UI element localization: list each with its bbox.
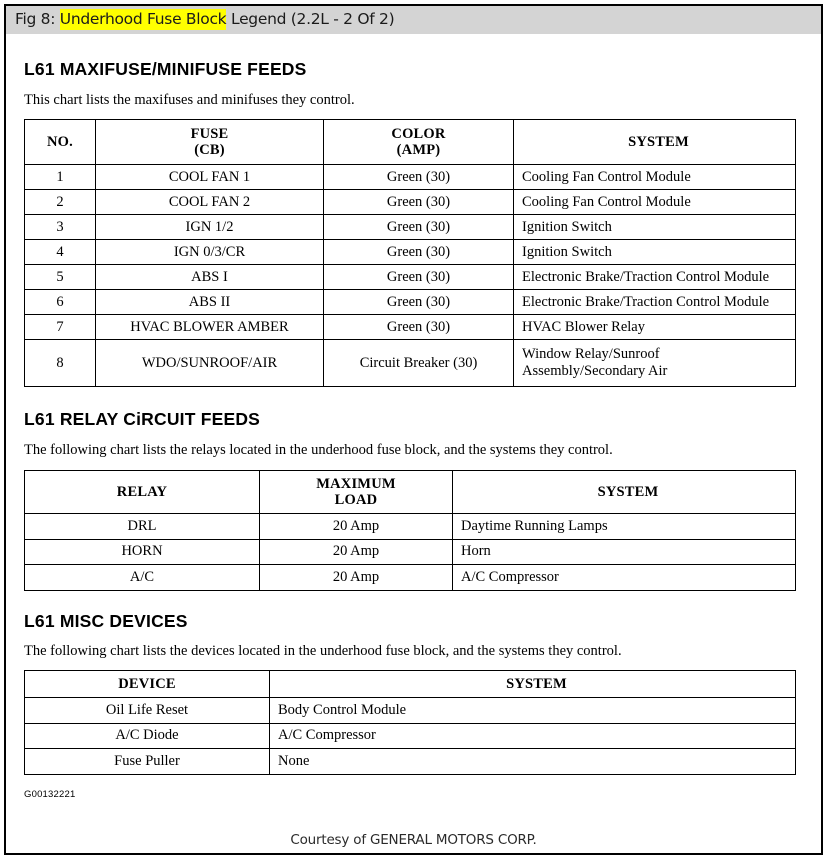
figure-title-suffix: Legend (2.2L - 2 Of 2)	[231, 9, 395, 28]
column-header-maximum-load	[260, 471, 453, 514]
figure-body	[6, 36, 821, 854]
cell-system-line2: Assembly/Secondary Air	[522, 363, 668, 379]
table-row	[25, 240, 796, 265]
column-header-color-line2: (AMP)	[396, 142, 441, 158]
table-row	[25, 190, 796, 215]
relay-table	[24, 470, 796, 591]
relay-table-body	[25, 514, 796, 591]
column-header-color-line1: COLOR	[391, 125, 446, 142]
column-header-maximum-load-line1: MAXIMUM	[316, 475, 396, 492]
cell-system: Ignition Switch	[514, 215, 796, 240]
cell-system: Electronic Brake/Traction Control Module	[514, 265, 796, 290]
table-row	[25, 315, 796, 340]
table-row	[25, 749, 796, 775]
table-row	[25, 565, 796, 591]
cell-color: Green (30)	[324, 190, 514, 215]
figure-id-label: G00132221	[24, 789, 76, 800]
cell-relay: A/C	[25, 565, 260, 591]
table-row	[25, 165, 796, 190]
cell-system: Ignition Switch	[514, 240, 796, 265]
cell-fuse: IGN 1/2	[96, 215, 324, 240]
table-row	[25, 215, 796, 240]
column-header-fuse-line2: (CB)	[194, 142, 225, 158]
cell-system: HVAC Blower Relay	[514, 315, 796, 340]
section-heading-maxifuse: L61 MAXIFUSE/MINIFUSE FEEDS	[24, 59, 307, 79]
cell-device: Fuse Puller	[25, 749, 270, 775]
figure-title	[15, 9, 395, 28]
cell-color: Circuit Breaker (30)	[324, 340, 514, 387]
cell-no: 1	[25, 165, 96, 190]
table-row	[25, 340, 796, 387]
cell-relay: DRL	[25, 514, 260, 540]
column-header-maximum-load-line2: LOAD	[334, 492, 378, 508]
misc-devices-header-row	[25, 671, 796, 698]
column-header-color	[324, 120, 514, 165]
cell-no: 2	[25, 190, 96, 215]
column-header-system: SYSTEM	[514, 120, 796, 165]
cell-relay: HORN	[25, 539, 260, 565]
cell-maximum-load: 20 Amp	[260, 539, 453, 565]
section-heading-misc: L61 MISC DEVICES	[24, 611, 188, 631]
cell-system: Electronic Brake/Traction Control Module	[514, 290, 796, 315]
maxifuse-table-body	[25, 165, 796, 387]
cell-fuse: ABS II	[96, 290, 324, 315]
cell-system-line1: Window Relay/Sunroof	[522, 345, 660, 362]
column-header-relay: RELAY	[25, 471, 260, 514]
relay-table-head	[25, 471, 796, 514]
column-header-no: NO.	[25, 120, 96, 165]
column-header-fuse	[96, 120, 324, 165]
table-row	[25, 290, 796, 315]
table-row	[25, 723, 796, 749]
cell-fuse: COOL FAN 1	[96, 165, 324, 190]
cell-system: Cooling Fan Control Module	[514, 190, 796, 215]
cell-no: 6	[25, 290, 96, 315]
table-row	[25, 698, 796, 724]
cell-no: 4	[25, 240, 96, 265]
cell-system: A/C Compressor	[270, 723, 796, 749]
table-row	[25, 514, 796, 540]
table-row	[25, 265, 796, 290]
cell-maximum-load: 20 Amp	[260, 565, 453, 591]
cell-system: Body Control Module	[270, 698, 796, 724]
cell-color: Green (30)	[324, 265, 514, 290]
cell-color: Green (30)	[324, 240, 514, 265]
cell-no: 5	[25, 265, 96, 290]
maxifuse-header-row	[25, 120, 796, 165]
cell-fuse: HVAC BLOWER AMBER	[96, 315, 324, 340]
cell-system: Cooling Fan Control Module	[514, 165, 796, 190]
courtesy-label: Courtesy of GENERAL MOTORS CORP.	[290, 832, 537, 848]
cell-device: A/C Diode	[25, 723, 270, 749]
cell-color: Green (30)	[324, 290, 514, 315]
figure-title-prefix: Fig 8:	[15, 9, 56, 28]
relay-header-row	[25, 471, 796, 514]
table-row	[25, 539, 796, 565]
maxifuse-table-head	[25, 120, 796, 165]
cell-color: Green (30)	[324, 165, 514, 190]
column-header-system: SYSTEM	[453, 471, 796, 514]
cell-no: 7	[25, 315, 96, 340]
cell-maximum-load: 20 Amp	[260, 514, 453, 540]
cell-color: Green (30)	[324, 315, 514, 340]
cell-device: Oil Life Reset	[25, 698, 270, 724]
figure-title-bar	[4, 4, 823, 34]
figure-title-highlighted-term: Underhood Fuse Block	[59, 9, 227, 28]
section-intro-maxifuse: This chart lists the maxifuses and minifuses they control.	[24, 92, 355, 108]
section-intro-misc: The following chart lists the devices located in the underhood fuse block, and the systems they control.	[24, 643, 622, 659]
cell-system	[514, 340, 796, 387]
misc-devices-table	[24, 670, 796, 775]
cell-fuse: COOL FAN 2	[96, 190, 324, 215]
cell-color: Green (30)	[324, 215, 514, 240]
misc-devices-table-head	[25, 671, 796, 698]
cell-system: A/C Compressor	[453, 565, 796, 591]
cell-fuse: ABS I	[96, 265, 324, 290]
cell-fuse: WDO/SUNROOF/AIR	[96, 340, 324, 387]
cell-no: 3	[25, 215, 96, 240]
misc-devices-table-body	[25, 698, 796, 775]
column-header-fuse-line1: FUSE	[190, 125, 229, 142]
cell-system: Daytime Running Lamps	[453, 514, 796, 540]
maxifuse-table	[24, 119, 796, 387]
cell-fuse: IGN 0/3/CR	[96, 240, 324, 265]
column-header-system: SYSTEM	[270, 671, 796, 698]
cell-system: Horn	[453, 539, 796, 565]
column-header-device: DEVICE	[25, 671, 270, 698]
section-heading-relay: L61 RELAY CiRCUIT FEEDS	[24, 409, 261, 429]
cell-system: None	[270, 749, 796, 775]
cell-no: 8	[25, 340, 96, 387]
section-intro-relay: The following chart lists the relays located in the underhood fuse block, and the systems they control.	[24, 442, 613, 458]
